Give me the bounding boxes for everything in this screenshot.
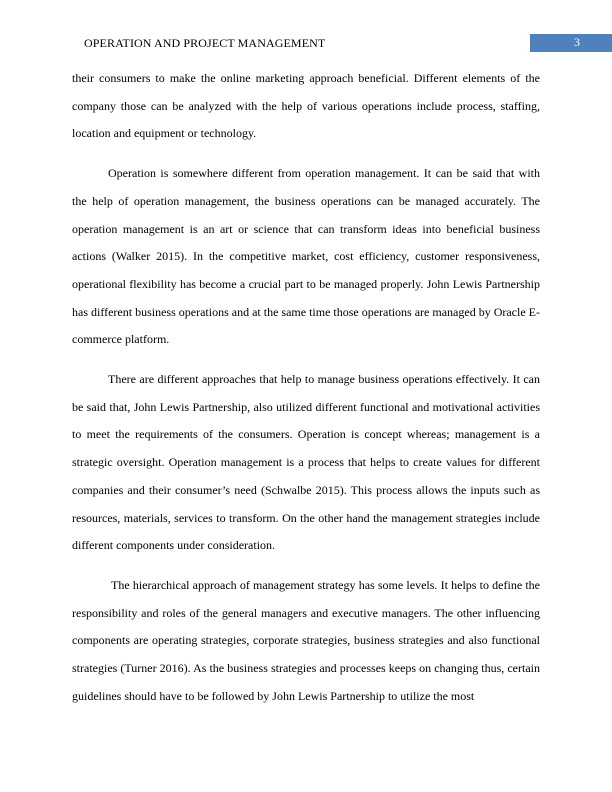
paragraph-operation-management: Operation is somewhere different from operation management. It can be said that with the help of operation management, the business operations can be managed accurately. The operation management is an art or science that can transform ideas into beneficial business actions (Walker 2015). In the competitive market, cost efficiency, customer responsiveness, operational flexibility has become a crucial part to be managed properly. John Lewis Partnership has different business operations and at the same time those operations are managed by Oracle E-commerce platform. — [72, 166, 540, 347]
running-head-title: OPERATION AND PROJECT MANAGEMENT — [84, 36, 326, 50]
page-number: 3 — [574, 35, 580, 49]
paragraph-approaches: There are different approaches that help to manage business operations effectively. It can be said that, John Lewis Partnership, also utilized different functional and motivational activities to meet the requirements of the consumers. Operation is concept whereas; management is a strategic oversight. Operation management is a process that helps to create values for different companies and their consumer’s need (Schwalbe 2015). This process allows the inputs such as resources, materials, services to transform. On the other hand the management strategies include different components under consideration. — [72, 372, 540, 553]
paragraph-hierarchical-approach: The hierarchical approach of management strategy has some levels. It helps to define the responsibility and roles of the general managers and executive managers. The other influencing components are operating strategies, corporate strategies, business strategies and also functional strategies (Turner 2016). As the business strategies and processes keeps on changing thus, certain guidelines should have to be followed by John Lewis Partnership to utilize the most — [72, 577, 540, 703]
document-body — [72, 65, 540, 710]
paragraph-continuation: their consumers to make the online marketing approach beneficial. Different elements of the company those can be analyzed with the help of various operations include process, staffing, location and equipment or technology. — [72, 71, 540, 141]
page-number-badge — [530, 34, 612, 52]
